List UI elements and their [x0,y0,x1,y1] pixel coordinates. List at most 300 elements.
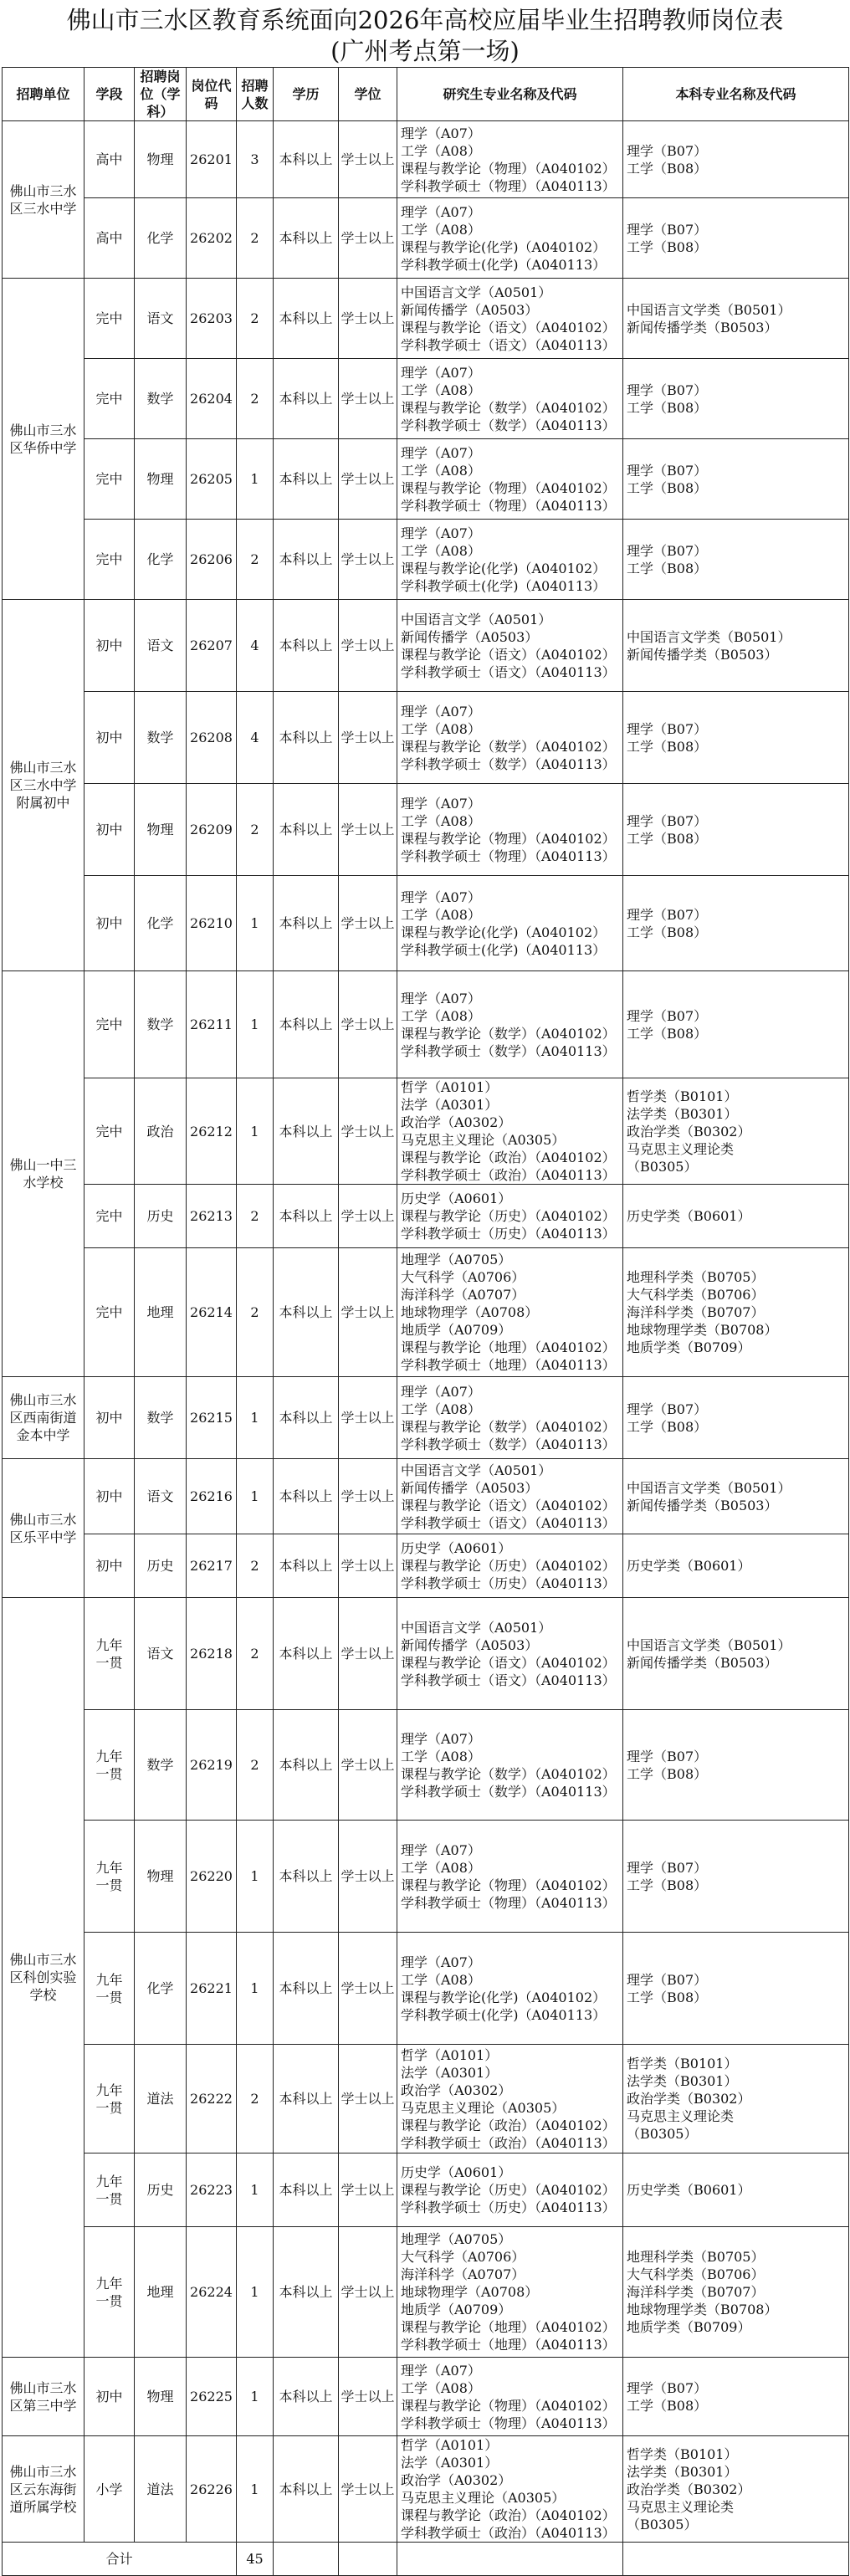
code-cell: 26224 [187,2227,237,2358]
code-cell: 26222 [187,2045,237,2153]
grad-major-cell [397,1534,623,1598]
stage-cell: 九年一贯 [84,1598,135,1710]
major-line: 历史学（A0601） [401,1540,512,1556]
degree-cell: 学士以上 [339,1534,397,1598]
subject-cell: 化学 [135,520,187,600]
major-line: 学科教学硕士（历史）（A040113） [401,2200,616,2215]
table-row [3,1377,849,1459]
count-cell: 2 [237,784,274,876]
major-line: 地球物理学（A0708） [401,2284,539,2300]
major-line: 哲学（A0101） [401,2046,499,2063]
major-line: 政治学类（B0302） [627,1123,751,1139]
stage-cell: 九年一贯 [84,2045,135,2153]
major-line: 理学（A07） [401,203,481,220]
ug-major-cell [623,520,849,600]
major-line: 课程与教学论（数学）（A040102） [401,1765,616,1782]
stage-cell: 初中 [84,784,135,876]
major-line: 地球物理学类（B0708） [627,1322,778,1338]
ug-major-cell [623,2045,849,2153]
major-line: 哲学类（B0101） [627,2445,738,2462]
major-line: 工学（A08） [401,2379,481,2396]
major-line: 理学（B07） [627,542,708,559]
major-line: 工学（B08） [627,1418,708,1435]
degree-cell: 学士以上 [339,1598,397,1710]
grad-major-cell [397,2045,623,2153]
major-line: 新闻传播学（A0503） [401,1636,539,1653]
major-line: 工学（A08） [401,382,481,398]
unit-cell: 佛山市三水区云东海街道所属学校 [3,2436,84,2543]
major-line: 法学类（B0301） [627,2463,738,2480]
stage-cell: 初中 [84,1377,135,1459]
grad-major-cell [397,2436,623,2543]
major-line: 理学（B07） [627,1748,708,1764]
table-row [3,279,849,359]
major-line: 地质学（A0709） [401,2302,512,2317]
ug-major-cell [623,2153,849,2227]
edu-cell: 本科以上 [274,1459,339,1534]
degree-cell: 学士以上 [339,876,397,971]
unit-cell: 佛山市三水区华侨中学 [3,279,84,600]
major-line: 课程与教学论(化学)（A040102） [401,560,607,576]
code-cell: 26211 [187,971,237,1078]
header-unit: 招聘单位 [3,68,84,121]
table-row [3,2227,849,2358]
grad-major-cell [397,1377,623,1459]
major-line: 学科教学硕士（地理）（A040113） [401,2337,616,2353]
major-line: 学科教学硕士(化学)（A040113） [401,256,607,273]
major-line: 学科教学硕士(化学)（A040113） [401,941,607,958]
edu-cell: 本科以上 [274,692,339,784]
ug-major-cell [623,1710,849,1821]
major-line: 地质学（A0709） [401,1322,512,1338]
stage-cell: 九年一贯 [84,1821,135,1933]
ug-major-cell [623,876,849,971]
count-cell: 4 [237,692,274,784]
count-cell: 1 [237,2358,274,2436]
code-cell: 26223 [187,2153,237,2227]
major-line: 地质学类（B0709） [627,2319,751,2335]
table-row [3,2153,849,2227]
subject-cell: 语文 [135,1459,187,1534]
count-cell: 1 [237,2436,274,2543]
code-cell: 26216 [187,1459,237,1534]
code-cell: 26218 [187,1598,237,1710]
major-line: 中国语言文学（A0501） [401,611,552,627]
major-line: 理学（B07） [627,221,708,238]
code-cell: 26217 [187,1534,237,1598]
major-line: 工学（A08） [401,720,481,737]
major-line: 工学（B08） [627,160,708,177]
ug-major-cell [623,198,849,279]
table-row [3,1078,849,1185]
stage-cell: 九年一贯 [84,2227,135,2358]
table-row [3,1821,849,1933]
header-grad-major: 研究生专业名称及代码 [397,68,623,121]
major-line: 新闻传播学类（B0503） [627,646,778,663]
major-line: 新闻传播学（A0503） [401,1479,539,1496]
code-cell: 26214 [187,1248,237,1377]
subject-cell: 数学 [135,1377,187,1459]
degree-cell: 学士以上 [339,1459,397,1534]
major-line: （B0305） [627,2516,698,2532]
major-line: 理学（B07） [627,1859,708,1876]
major-line: 课程与教学论（物理）（A040102） [401,2397,616,2414]
stage-cell: 九年一贯 [84,2153,135,2227]
edu-cell: 本科以上 [274,520,339,600]
major-line: 课程与教学论（数学）（A040102） [401,399,616,416]
grad-major-cell [397,784,623,876]
major-line: 理学（B07） [627,1007,708,1024]
subject-cell: 数学 [135,359,187,439]
major-line: 大气科学类（B0706） [627,1287,765,1303]
subject-cell: 化学 [135,198,187,279]
major-line: 政治学（A0302） [401,1114,512,1130]
major-line: 课程与教学论（物理）（A040102） [401,160,616,177]
major-line: 学科教学硕士（物理）（A040113） [401,848,616,864]
degree-cell: 学士以上 [339,2045,397,2153]
major-line: 工学（A08） [401,462,481,479]
table-row [3,2045,849,2153]
major-line: 法学（A0301） [401,1097,499,1113]
ug-major-cell [623,1078,849,1185]
total-label: 合计 [3,2543,237,2576]
grad-major-cell [397,1248,623,1377]
stage-cell: 九年一贯 [84,1710,135,1821]
grad-major-cell [397,1459,623,1534]
header-count: 招聘人数 [237,68,274,121]
unit-cell: 佛山市三水区三水中学附属初中 [3,600,84,971]
major-line: 理学（B07） [627,720,708,737]
code-cell: 26207 [187,600,237,692]
major-line: 哲学（A0101） [401,1079,499,1095]
edu-cell: 本科以上 [274,2436,339,2543]
ug-major-cell [623,2227,849,2358]
edu-cell: 本科以上 [274,439,339,520]
edu-cell: 本科以上 [274,1598,339,1710]
degree-cell: 学士以上 [339,971,397,1078]
title-line-2: (广州考点第一场) [330,37,520,65]
table-row [3,876,849,971]
major-line: 理学（A07） [401,1954,481,1970]
major-line: 学科教学硕士（物理）（A040113） [401,2415,616,2431]
major-line: 课程与教学论（政治）（A040102） [401,1150,616,1165]
major-line: 课程与教学论(化学)（A040102） [401,238,607,255]
subject-cell: 语文 [135,279,187,359]
stage-cell: 初中 [84,876,135,971]
ug-major-cell [623,2436,849,2543]
major-line: 学科教学硕士（物理）（A040113） [401,1894,616,1911]
major-line: 工学（B08） [627,479,708,496]
stage-cell: 完中 [84,1248,135,1377]
stage-cell: 完中 [84,279,135,359]
major-line: 工学（B08） [627,399,708,416]
major-line: 法学类（B0301） [627,1105,738,1122]
count-cell: 2 [237,1248,274,1377]
major-line: 课程与教学论（历史）（A040102） [401,2182,616,2198]
major-line: 课程与教学论(化学)（A040102） [401,1989,607,2005]
degree-cell: 学士以上 [339,1078,397,1185]
major-line: 理学（B07） [627,2379,708,2396]
grad-major-cell [397,359,623,439]
subject-cell: 数学 [135,971,187,1078]
major-line: 哲学（A0101） [401,2437,499,2453]
edu-cell: 本科以上 [274,1248,339,1377]
total-row [3,2543,849,2576]
major-line: 中国语言文学（A0501） [401,1462,552,1478]
major-line: 工学（B08） [627,238,708,255]
subject-cell: 物理 [135,784,187,876]
major-line: 法学类（B0301） [627,2073,738,2089]
page-title [0,0,850,67]
edu-cell: 本科以上 [274,1377,339,1459]
major-line: 理学（B07） [627,142,708,159]
grad-major-cell [397,1185,623,1248]
degree-cell: 学士以上 [339,1933,397,2045]
major-line: 理学（A07） [401,889,481,905]
major-line: 工学（A08） [401,142,481,159]
major-line: 学科教学硕士(化学)（A040113） [401,2006,607,2023]
table-row [3,1933,849,2045]
ug-major-cell [623,971,849,1078]
ug-major-cell [623,1933,849,2045]
subject-cell: 数学 [135,1710,187,1821]
major-line: 新闻传播学（A0503） [401,628,539,645]
degree-cell: 学士以上 [339,198,397,279]
major-line: 学科教学硕士（地理）（A040113） [401,1357,616,1373]
code-cell: 26208 [187,692,237,784]
major-line: 历史学类（B0601） [627,1558,751,1574]
major-line: 理学（A07） [401,703,481,720]
major-line: 地球物理学（A0708） [401,1304,539,1320]
major-line: 学科教学硕士（政治）（A040113） [401,2134,616,2151]
major-line: 课程与教学论（地理）（A040102） [401,2319,616,2335]
grad-major-cell [397,2153,623,2227]
subject-cell: 地理 [135,2227,187,2358]
header-education: 学历 [274,68,339,121]
major-line: 工学（B08） [627,1025,708,1042]
major-line: 学科教学硕士（语文）（A040113） [401,1514,616,1531]
major-line: 理学（A07） [401,1841,481,1858]
code-cell: 26209 [187,784,237,876]
ug-major-cell [623,359,849,439]
grad-major-cell [397,520,623,600]
code-cell: 26206 [187,520,237,600]
count-cell: 1 [237,876,274,971]
ug-major-cell [623,1185,849,1248]
grad-major-cell [397,600,623,692]
grad-major-cell [397,1598,623,1710]
major-line: 课程与教学论（语文）（A040102） [401,646,616,663]
major-line: 学科教学硕士（物理）（A040113） [401,497,616,514]
major-line: 学科教学硕士（物理）（A040113） [401,177,616,194]
subject-cell: 物理 [135,121,187,198]
unit-cell: 佛山市三水区西南街道金本中学 [3,1377,84,1459]
major-line: 大气科学（A0706） [401,2249,525,2265]
major-line: 学科教学硕士（数学）（A040113） [401,1436,616,1452]
table-row [3,1248,849,1377]
major-line: 理学（A07） [401,444,481,461]
major-line: 马克思主义理论类 [627,2498,735,2515]
grad-major-cell [397,1710,623,1821]
subject-cell: 化学 [135,1933,187,2045]
degree-cell: 学士以上 [339,2153,397,2227]
major-line: 理学（A07） [401,125,481,141]
table-row [3,520,849,600]
edu-cell: 本科以上 [274,784,339,876]
code-cell: 26201 [187,121,237,198]
grad-major-cell [397,971,623,1078]
major-line: 工学（A08） [401,1401,481,1417]
major-line: 工学（A08） [401,542,481,559]
code-cell: 26202 [187,198,237,279]
ug-major-cell [623,439,849,520]
count-cell: 2 [237,1534,274,1598]
grad-major-cell [397,2227,623,2358]
major-line: 工学（B08） [627,560,708,576]
major-line: 学科教学硕士(化学)（A040113） [401,577,607,594]
grad-major-cell [397,198,623,279]
major-line: 新闻传播学类（B0503） [627,319,778,335]
major-line: 学科教学硕士（数学）（A040113） [401,417,616,433]
major-line: 课程与教学论（物理）（A040102） [401,1877,616,1893]
degree-cell: 学士以上 [339,2358,397,2436]
major-line: 哲学类（B0101） [627,1088,738,1104]
ug-major-cell [623,121,849,198]
title-line-1: 佛山市三水区教育系统面向2026年高校应届毕业生招聘教师岗位表 [66,6,784,34]
major-line: 海洋科学类（B0707） [627,1304,765,1320]
code-cell: 26215 [187,1377,237,1459]
code-cell: 26225 [187,2358,237,2436]
code-cell: 26205 [187,439,237,520]
grad-major-cell [397,876,623,971]
subject-cell: 语文 [135,1598,187,1710]
stage-cell: 九年一贯 [84,1933,135,2045]
count-cell: 1 [237,439,274,520]
stage-cell: 完中 [84,359,135,439]
unit-cell: 佛山市三水区乐平中学 [3,1459,84,1598]
count-cell: 2 [237,1598,274,1710]
subject-cell: 历史 [135,1534,187,1598]
header-subject: 招聘岗位（学科） [135,68,187,121]
subject-cell: 政治 [135,1078,187,1185]
major-line: 理学（B07） [627,1401,708,1417]
ug-major-cell [623,1459,849,1534]
subject-cell: 物理 [135,439,187,520]
major-line: 课程与教学论（地理）（A040102） [401,1339,616,1355]
edu-cell: 本科以上 [274,971,339,1078]
degree-cell: 学士以上 [339,2436,397,2543]
degree-cell: 学士以上 [339,520,397,600]
edu-cell: 本科以上 [274,2358,339,2436]
ug-major-cell [623,1534,849,1598]
major-line: 课程与教学论（政治）（A040102） [401,2117,616,2133]
major-line: 中国语言文学类（B0501） [627,301,791,318]
degree-cell: 学士以上 [339,692,397,784]
table-row [3,600,849,692]
major-line: 课程与教学论（语文）（A040102） [401,1654,616,1671]
major-line: 理学（A07） [401,990,481,1006]
subject-cell: 语文 [135,600,187,692]
count-cell: 1 [237,1078,274,1185]
stage-cell: 完中 [84,439,135,520]
major-line: 课程与教学论（语文）（A040102） [401,1497,616,1513]
ug-major-cell [623,600,849,692]
count-cell: 2 [237,359,274,439]
major-line: 地理科学类（B0705） [627,2249,765,2265]
degree-cell: 学士以上 [339,2227,397,2358]
major-line: 政治学（A0302） [401,2472,512,2488]
count-cell: 1 [237,2227,274,2358]
stage-cell: 完中 [84,1078,135,1185]
table-row [3,121,849,198]
major-line: 课程与教学论（政治）（A040102） [401,2507,616,2523]
edu-cell: 本科以上 [274,1185,339,1248]
major-line: 学科教学硕士（语文）（A040113） [401,663,616,680]
major-line: 工学（B08） [627,830,708,847]
subject-cell: 历史 [135,1185,187,1248]
major-line: 大气科学（A0706） [401,1269,525,1285]
major-line: 法学（A0301） [401,2064,499,2081]
major-line: 工学（B08） [627,738,708,755]
edu-cell: 本科以上 [274,2045,339,2153]
count-cell: 2 [237,520,274,600]
grad-major-cell [397,439,623,520]
table-row [3,784,849,876]
major-line: 课程与教学论（语文）（A040102） [401,319,616,335]
ug-major-cell [623,1821,849,1933]
major-line: 马克思主义理论（A0305） [401,1132,566,1148]
degree-cell: 学士以上 [339,359,397,439]
major-line: 中国语言文学类（B0501） [627,1636,791,1653]
ug-major-cell [623,1598,849,1710]
count-cell: 3 [237,121,274,198]
count-cell: 2 [237,198,274,279]
major-line: 工学（A08） [401,1971,481,1988]
major-line: 理学（A07） [401,2362,481,2379]
count-cell: 1 [237,1821,274,1933]
stage-cell: 初中 [84,1534,135,1598]
major-line: 政治学（A0302） [401,2082,512,2098]
grad-major-cell [397,279,623,359]
count-cell: 1 [237,2153,274,2227]
code-cell: 26212 [187,1078,237,1185]
unit-cell: 佛山市三水区科创实验学校 [3,1598,84,2358]
major-line: 马克思主义理论类 [627,2108,735,2124]
ug-major-cell [623,1377,849,1459]
major-line: 中国语言文学（A0501） [401,1619,552,1636]
code-cell: 26221 [187,1933,237,2045]
table-row [3,1534,849,1598]
header-row [3,68,849,121]
positions-table [2,67,849,2576]
stage-cell: 初中 [84,1459,135,1534]
major-line: 海洋科学（A0707） [401,2266,525,2282]
major-line: （B0305） [627,2126,698,2142]
ug-major-cell [623,1248,849,1377]
major-line: 地球物理学类（B0708） [627,2302,778,2317]
major-line: 政治学类（B0302） [627,2091,751,2107]
major-line: 课程与教学论（数学）（A040102） [401,1418,616,1435]
major-line: 工学（A08） [401,1748,481,1764]
edu-cell: 本科以上 [274,1710,339,1821]
major-line: 工学（A08） [401,812,481,829]
subject-cell: 化学 [135,876,187,971]
major-line: 课程与教学论（历史）（A040102） [401,1208,616,1224]
major-line: 中国语言文学（A0501） [401,284,552,300]
table-row [3,2436,849,2543]
major-line: 工学（A08） [401,221,481,238]
major-line: 工学（B08） [627,1989,708,2005]
